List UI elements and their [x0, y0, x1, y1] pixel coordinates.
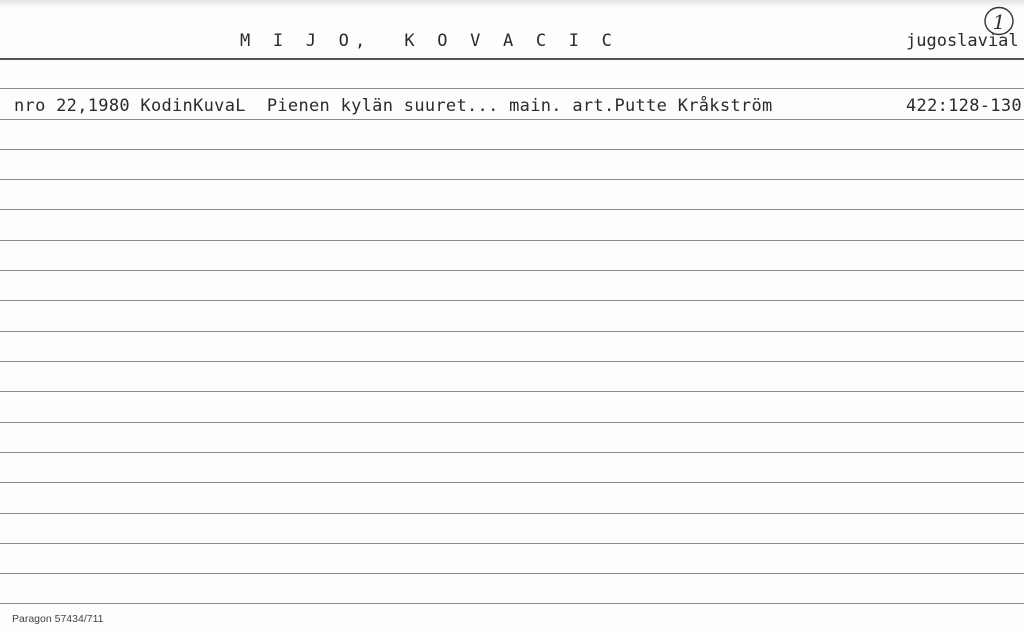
ruled-line	[0, 422, 1024, 423]
ruled-line	[0, 149, 1024, 150]
ruled-line	[0, 543, 1024, 544]
ruled-line	[0, 240, 1024, 241]
card-top-edge	[0, 0, 1024, 8]
ruled-line	[0, 88, 1024, 89]
ruled-line	[0, 361, 1024, 362]
ruled-line	[0, 603, 1024, 604]
entry-reference: 422:128-130	[906, 96, 1022, 116]
ruled-line	[0, 573, 1024, 574]
entry-text: nro 22,1980 KodinKuvaL Pienen kylän suuret... main. art.Putte Kråkström	[14, 96, 773, 116]
ruled-line	[0, 331, 1024, 332]
ruled-line	[0, 179, 1024, 180]
ruled-line	[0, 270, 1024, 271]
circled-number-mark	[982, 4, 1018, 40]
printer-imprint: Paragon 57434/711	[12, 613, 104, 625]
ruled-line	[0, 452, 1024, 453]
ruled-line	[0, 391, 1024, 392]
header-rule	[0, 58, 1024, 60]
ruled-line	[0, 209, 1024, 210]
ruled-line	[0, 513, 1024, 514]
circled-number: 1	[992, 10, 1006, 34]
ruled-line	[0, 482, 1024, 483]
person-name: M I J O, K O V A C I C	[240, 31, 619, 51]
country-label: jugoslavial	[906, 31, 1019, 51]
ruled-line	[0, 119, 1024, 120]
ruled-line	[0, 300, 1024, 301]
